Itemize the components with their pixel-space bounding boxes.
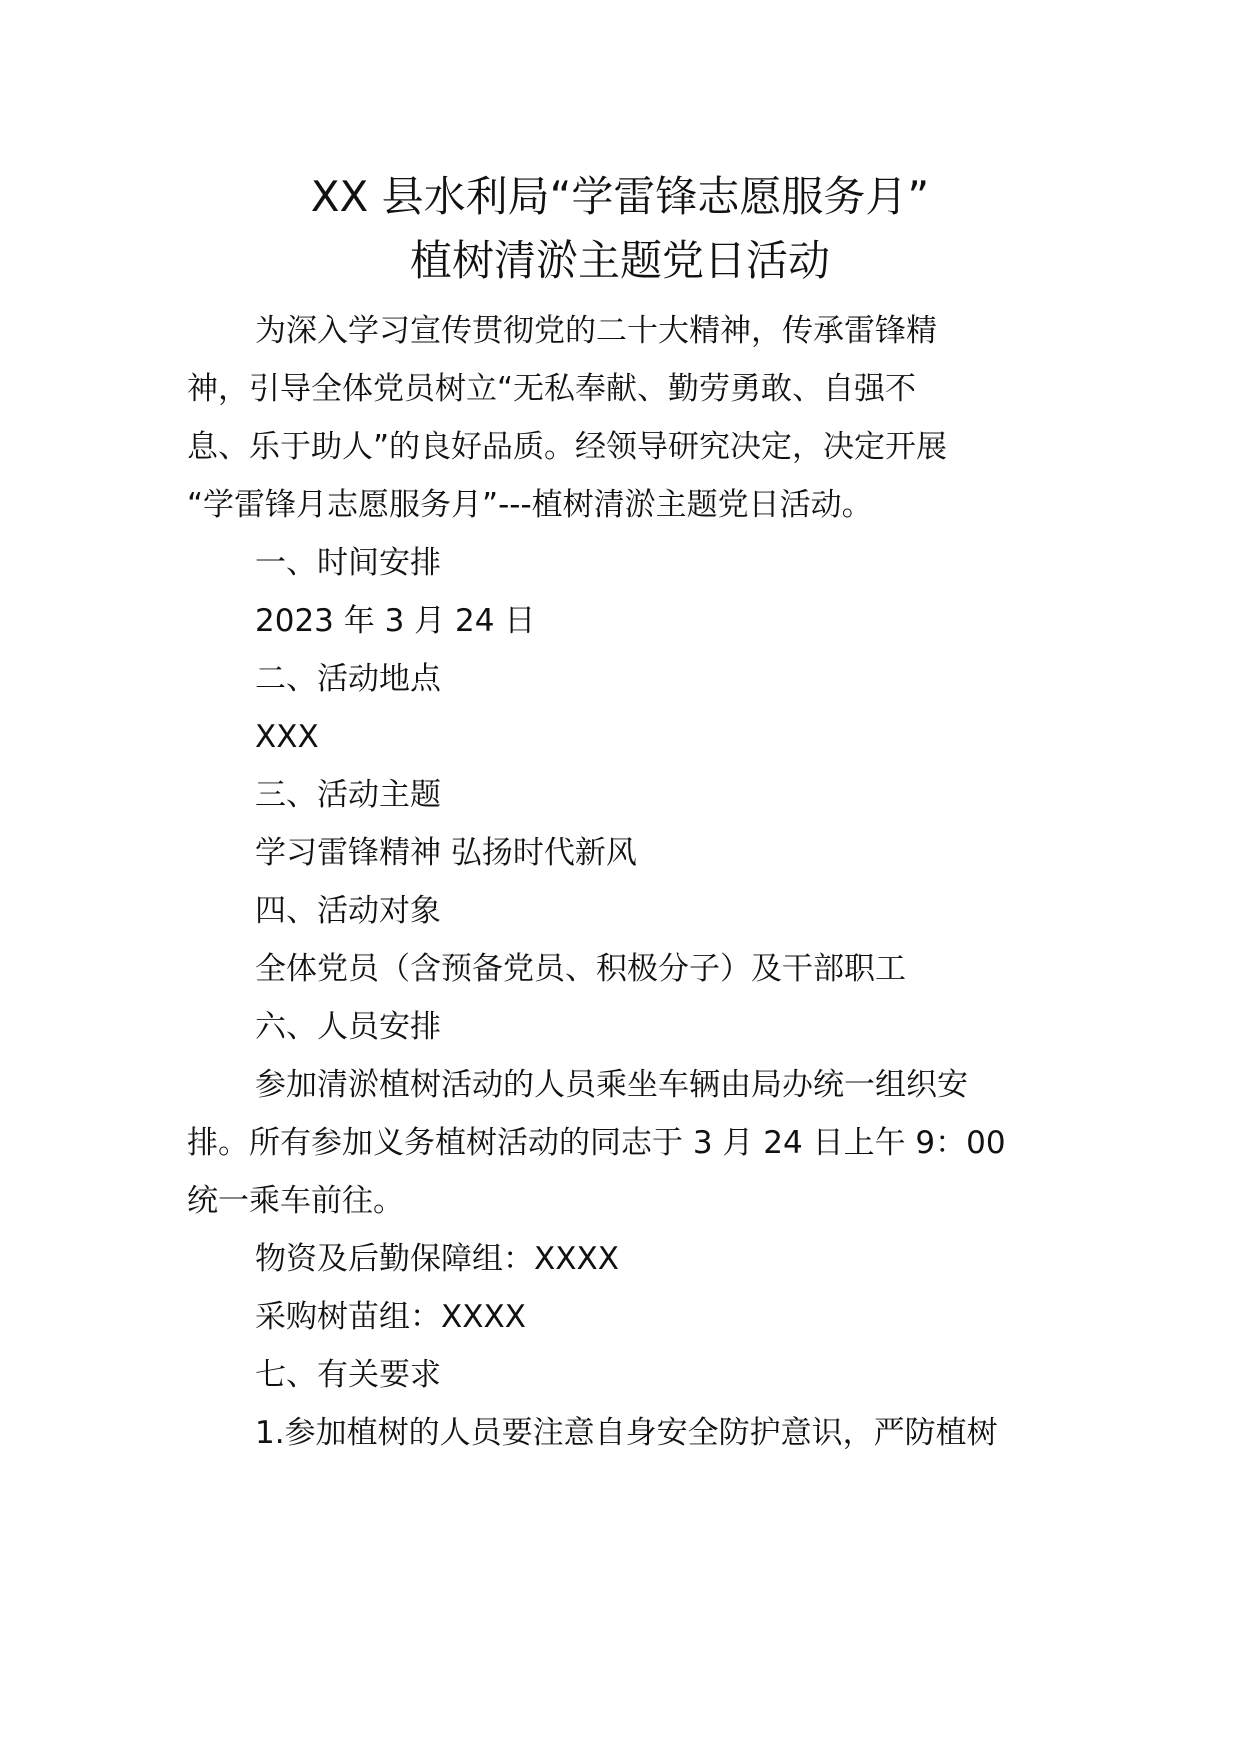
section-location-heading: 二、活动地点 bbox=[255, 661, 441, 697]
section-requirements-heading: 七、有关要求 bbox=[255, 1357, 441, 1393]
document-body bbox=[187, 299, 1057, 1466]
arrangement-line-2: 排。所有参加义务植树活动的同志于 3 月 24 日上午 9：00 bbox=[187, 1125, 1006, 1161]
intro-line-2: 神，引导全体党员树立“无私奉献、勤劳勇敢、自强不 bbox=[187, 371, 917, 407]
arrangement-line-3: 统一乘车前往。 bbox=[187, 1183, 404, 1219]
intro-line-4: “学雷锋月志愿服务月”---植树清淤主题党日活动。 bbox=[187, 487, 873, 523]
section-time-body: 2023 年 3 月 24 日 bbox=[255, 603, 536, 639]
section-location-body: XXX bbox=[255, 719, 319, 755]
section-time-heading: 一、时间安排 bbox=[255, 545, 441, 581]
document-title-line-2: 植树清淤主题党日活动 bbox=[409, 236, 830, 285]
arrangement-line-1: 参加清淤植树活动的人员乘坐车辆由局办统一组织安 bbox=[255, 1067, 968, 1103]
section-audience-body: 全体党员（含预备党员、积极分子）及干部职工 bbox=[255, 951, 906, 987]
section-theme-heading: 三、活动主题 bbox=[255, 777, 441, 813]
seedling-group: 采购树苗组：XXXX bbox=[255, 1299, 526, 1335]
logistics-group: 物资及后勤保障组：XXXX bbox=[255, 1241, 619, 1277]
section-audience-heading: 四、活动对象 bbox=[255, 893, 441, 929]
document-title-line-1: XX 县水利局“学雷锋志愿服务月” bbox=[310, 172, 930, 221]
section-staffing-heading: 六、人员安排 bbox=[255, 1009, 441, 1045]
requirement-1: 1.参加植树的人员要注意自身安全防护意识，严防植树 bbox=[255, 1415, 998, 1451]
intro-line-1: 为深入学习宣传贯彻党的二十大精神，传承雷锋精 bbox=[255, 313, 937, 349]
intro-line-3: 息、乐于助人”的良好品质。经领导研究决定，决定开展 bbox=[187, 429, 948, 465]
section-theme-body: 学习雷锋精神 弘扬时代新风 bbox=[255, 835, 637, 871]
